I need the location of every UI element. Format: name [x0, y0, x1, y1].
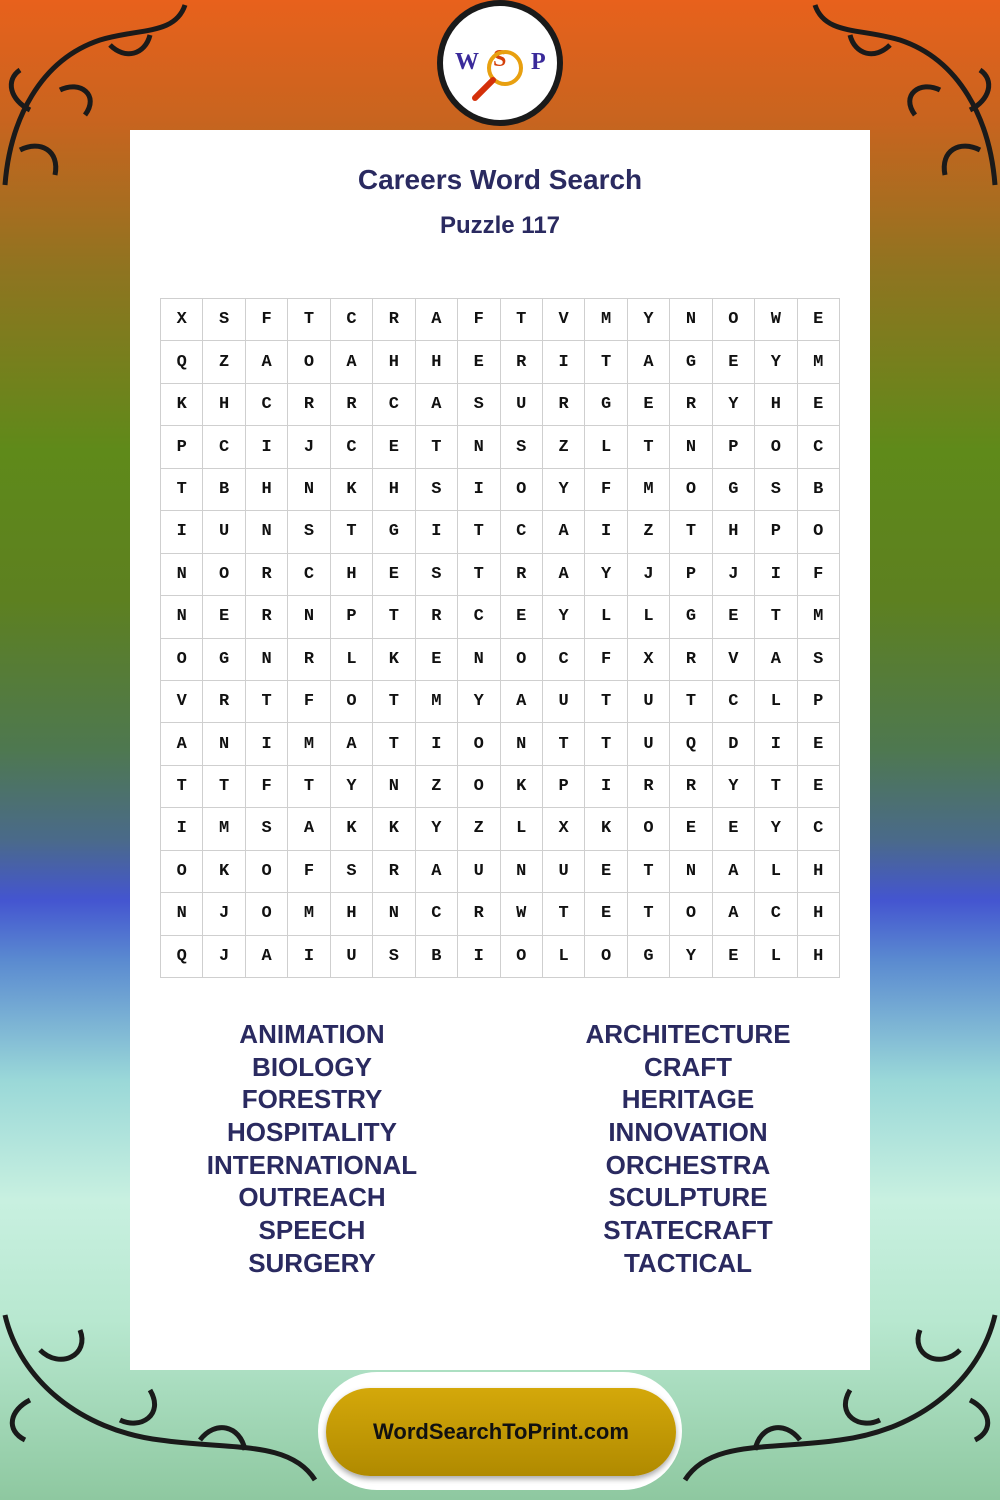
grid-cell[interactable]: O — [246, 851, 288, 893]
grid-cell[interactable]: Z — [628, 511, 670, 553]
grid-cell[interactable]: N — [246, 639, 288, 681]
grid-cell[interactable]: S — [755, 469, 797, 511]
grid-cell[interactable]: G — [628, 936, 670, 978]
grid-cell[interactable]: O — [628, 808, 670, 850]
grid-cell[interactable]: C — [331, 426, 373, 468]
grid-cell[interactable]: C — [416, 893, 458, 935]
grid-cell[interactable]: R — [416, 596, 458, 638]
grid-cell[interactable]: C — [331, 299, 373, 341]
grid-cell[interactable]: I — [246, 426, 288, 468]
grid-cell[interactable]: N — [458, 426, 500, 468]
grid-cell[interactable]: N — [501, 723, 543, 765]
grid-cell[interactable]: V — [713, 639, 755, 681]
grid-cell[interactable]: E — [798, 384, 840, 426]
grid-cell[interactable]: G — [670, 596, 712, 638]
grid-cell[interactable]: P — [713, 426, 755, 468]
grid-cell[interactable]: S — [246, 808, 288, 850]
grid-cell[interactable]: T — [331, 511, 373, 553]
grid-cell[interactable]: N — [373, 766, 415, 808]
grid-cell[interactable]: H — [331, 893, 373, 935]
grid-cell[interactable]: A — [501, 681, 543, 723]
grid-cell[interactable]: B — [203, 469, 245, 511]
grid-cell[interactable]: N — [373, 893, 415, 935]
grid-cell[interactable]: T — [246, 681, 288, 723]
logo-letter-s: S — [493, 46, 507, 72]
grid-cell[interactable]: I — [543, 341, 585, 383]
word-list-item: STATECRAFT — [603, 1215, 773, 1246]
grid-cell[interactable]: L — [501, 808, 543, 850]
grid-cell[interactable]: L — [628, 596, 670, 638]
grid-cell[interactable]: K — [501, 766, 543, 808]
word-list-item: SURGERY — [248, 1247, 376, 1278]
grid-cell[interactable]: S — [416, 554, 458, 596]
grid-cell[interactable]: S — [416, 469, 458, 511]
grid-cell[interactable]: A — [713, 893, 755, 935]
grid-cell[interactable]: H — [331, 554, 373, 596]
grid-cell[interactable]: Y — [628, 299, 670, 341]
grid-cell[interactable]: Q — [670, 723, 712, 765]
grid-cell[interactable]: R — [203, 681, 245, 723]
grid-cell[interactable]: O — [501, 936, 543, 978]
grid-cell[interactable]: T — [585, 681, 627, 723]
grid-cell[interactable]: S — [373, 936, 415, 978]
grid-cell[interactable]: H — [713, 511, 755, 553]
grid-cell[interactable]: M — [203, 808, 245, 850]
grid-cell[interactable]: S — [501, 426, 543, 468]
grid-cell[interactable]: C — [713, 681, 755, 723]
word-list-right — [538, 1018, 838, 1280]
grid-cell[interactable]: T — [670, 681, 712, 723]
grid-cell[interactable]: F — [288, 681, 330, 723]
grid-cell[interactable]: D — [713, 723, 755, 765]
grid-cell[interactable]: E — [501, 596, 543, 638]
logo-letter-p: P — [531, 49, 546, 75]
word-list-item: BIOLOGY — [252, 1051, 372, 1082]
grid-cell[interactable]: N — [501, 851, 543, 893]
grid-cell[interactable]: I — [288, 936, 330, 978]
grid-cell[interactable]: N — [458, 639, 500, 681]
grid-cell[interactable]: L — [755, 851, 797, 893]
grid-cell[interactable]: O — [798, 511, 840, 553]
grid-cell[interactable]: O — [246, 893, 288, 935]
word-list-item: SCULPTURE — [608, 1182, 768, 1213]
word-list-item: OUTREACH — [238, 1182, 386, 1213]
grid-cell[interactable]: E — [628, 384, 670, 426]
grid-cell[interactable]: I — [246, 723, 288, 765]
grid-cell[interactable]: A — [713, 851, 755, 893]
grid-cell[interactable]: C — [798, 808, 840, 850]
grid-cell[interactable]: T — [458, 511, 500, 553]
grid-cell[interactable]: T — [585, 341, 627, 383]
grid-cell[interactable]: F — [246, 299, 288, 341]
grid-cell[interactable]: A — [161, 723, 203, 765]
grid-cell[interactable]: L — [585, 596, 627, 638]
grid-cell[interactable]: C — [543, 639, 585, 681]
grid-cell[interactable]: V — [543, 299, 585, 341]
grid-cell[interactable]: T — [543, 893, 585, 935]
grid-cell[interactable]: I — [755, 723, 797, 765]
grid-cell[interactable]: R — [288, 639, 330, 681]
grid-cell[interactable]: M — [416, 681, 458, 723]
grid-cell[interactable]: R — [670, 766, 712, 808]
grid-cell[interactable]: H — [798, 851, 840, 893]
magnifier-icon — [469, 42, 529, 102]
grid-cell[interactable]: F — [585, 469, 627, 511]
grid-cell[interactable]: E — [203, 596, 245, 638]
grid-cell[interactable]: U — [458, 851, 500, 893]
grid-cell[interactable]: T — [203, 766, 245, 808]
grid-cell[interactable]: T — [373, 723, 415, 765]
grid-cell[interactable]: B — [416, 936, 458, 978]
grid-cell[interactable]: A — [543, 511, 585, 553]
grid-cell[interactable]: F — [246, 766, 288, 808]
grid-cell[interactable]: A — [416, 384, 458, 426]
grid-cell[interactable]: U — [203, 511, 245, 553]
grid-cell[interactable]: Y — [543, 469, 585, 511]
grid-cell[interactable]: U — [628, 723, 670, 765]
grid-cell[interactable]: N — [670, 426, 712, 468]
grid-cell[interactable]: C — [501, 511, 543, 553]
grid-cell[interactable]: R — [373, 851, 415, 893]
grid-cell[interactable]: H — [755, 384, 797, 426]
grid-cell[interactable]: G — [670, 341, 712, 383]
grid-cell[interactable]: G — [585, 384, 627, 426]
grid-cell[interactable]: M — [288, 723, 330, 765]
grid-cell[interactable]: C — [373, 384, 415, 426]
grid-cell[interactable]: L — [331, 639, 373, 681]
grid-cell[interactable]: O — [501, 639, 543, 681]
grid-cell[interactable]: A — [628, 341, 670, 383]
grid-cell[interactable]: E — [670, 808, 712, 850]
grid-cell[interactable]: R — [288, 384, 330, 426]
grid-cell[interactable]: L — [543, 936, 585, 978]
grid-cell[interactable]: N — [161, 554, 203, 596]
word-list-left — [162, 1018, 462, 1280]
grid-cell[interactable]: J — [203, 893, 245, 935]
grid-cell[interactable]: P — [670, 554, 712, 596]
grid-cell[interactable]: I — [755, 554, 797, 596]
grid-cell[interactable]: R — [628, 766, 670, 808]
grid-cell[interactable]: Y — [755, 341, 797, 383]
logo-letter-w: W — [455, 49, 479, 75]
grid-cell[interactable]: P — [331, 596, 373, 638]
grid-cell[interactable]: R — [373, 299, 415, 341]
grid-cell[interactable]: H — [203, 384, 245, 426]
grid-cell[interactable]: Q — [161, 341, 203, 383]
grid-cell[interactable]: A — [543, 554, 585, 596]
grid-cell[interactable]: R — [670, 384, 712, 426]
grid-cell[interactable]: A — [246, 341, 288, 383]
grid-cell[interactable]: M — [585, 299, 627, 341]
grid-cell[interactable]: B — [798, 469, 840, 511]
grid-cell[interactable]: V — [161, 681, 203, 723]
site-link-text: WordSearchToPrint.com — [373, 1419, 629, 1444]
grid-cell[interactable]: K — [331, 808, 373, 850]
grid-cell[interactable]: A — [755, 639, 797, 681]
grid-cell[interactable]: E — [585, 893, 627, 935]
grid-cell[interactable]: J — [203, 936, 245, 978]
word-list-item: ARCHITECTURE — [585, 1019, 791, 1049]
grid-cell[interactable]: E — [458, 341, 500, 383]
grid-cell[interactable]: A — [288, 808, 330, 850]
word-list-item: INTERNATIONAL — [206, 1149, 418, 1180]
grid-cell[interactable]: J — [713, 554, 755, 596]
grid-cell[interactable]: N — [203, 723, 245, 765]
grid-cell[interactable]: T — [458, 554, 500, 596]
grid-cell[interactable]: U — [543, 851, 585, 893]
grid-cell[interactable]: R — [331, 384, 373, 426]
grid-cell[interactable]: X — [628, 639, 670, 681]
grid-cell[interactable]: M — [798, 596, 840, 638]
grid-cell[interactable]: I — [416, 511, 458, 553]
grid-cell[interactable]: I — [585, 766, 627, 808]
word-list-item: FORESTRY — [241, 1084, 383, 1115]
grid-cell[interactable]: Y — [755, 808, 797, 850]
site-link-button[interactable] — [326, 1388, 676, 1476]
grid-cell[interactable]: I — [161, 511, 203, 553]
grid-cell[interactable]: E — [585, 851, 627, 893]
grid-cell[interactable]: O — [331, 681, 373, 723]
word-list-item: SPEECH — [258, 1215, 366, 1246]
grid-cell[interactable]: R — [458, 893, 500, 935]
grid-cell[interactable]: O — [670, 893, 712, 935]
grid-cell[interactable]: E — [798, 299, 840, 341]
grid-cell[interactable]: F — [458, 299, 500, 341]
grid-cell[interactable]: O — [501, 469, 543, 511]
grid-cell[interactable]: N — [288, 596, 330, 638]
grid-cell[interactable]: F — [288, 851, 330, 893]
grid-cell[interactable]: Z — [543, 426, 585, 468]
grid-cell[interactable]: U — [331, 936, 373, 978]
grid-cell[interactable]: U — [501, 384, 543, 426]
grid-cell[interactable]: Y — [670, 936, 712, 978]
grid-cell[interactable]: L — [755, 681, 797, 723]
puzzle-card — [130, 130, 870, 1370]
grid-cell[interactable]: R — [246, 554, 288, 596]
grid-cell[interactable]: E — [798, 723, 840, 765]
grid-cell[interactable]: T — [628, 851, 670, 893]
grid-cell[interactable]: A — [416, 299, 458, 341]
grid-cell[interactable]: W — [501, 893, 543, 935]
grid-cell[interactable]: T — [161, 469, 203, 511]
grid-cell[interactable]: N — [161, 893, 203, 935]
grid-cell[interactable]: O — [713, 299, 755, 341]
grid-cell[interactable]: E — [416, 639, 458, 681]
grid-cell[interactable]: Y — [585, 554, 627, 596]
grid-cell[interactable]: S — [798, 639, 840, 681]
grid-cell[interactable]: S — [288, 511, 330, 553]
grid-cell[interactable]: M — [798, 341, 840, 383]
grid-cell[interactable]: K — [373, 639, 415, 681]
grid-cell[interactable]: U — [628, 681, 670, 723]
grid-cell[interactable]: E — [798, 766, 840, 808]
grid-cell[interactable]: A — [246, 936, 288, 978]
grid-cell[interactable]: I — [416, 723, 458, 765]
grid-cell[interactable]: J — [628, 554, 670, 596]
grid-cell[interactable]: S — [331, 851, 373, 893]
grid-cell[interactable]: G — [203, 639, 245, 681]
grid-cell[interactable]: K — [373, 808, 415, 850]
grid-cell[interactable]: Y — [713, 766, 755, 808]
grid-cell[interactable]: K — [331, 469, 373, 511]
grid-cell[interactable]: Z — [203, 341, 245, 383]
grid-cell[interactable]: E — [713, 808, 755, 850]
grid-cell[interactable]: Y — [331, 766, 373, 808]
grid-cell[interactable]: R — [246, 596, 288, 638]
grid-cell[interactable]: H — [416, 341, 458, 383]
grid-cell[interactable]: R — [670, 639, 712, 681]
grid-cell[interactable]: C — [203, 426, 245, 468]
grid-cell[interactable]: A — [416, 851, 458, 893]
grid-cell[interactable]: T — [755, 766, 797, 808]
grid-cell[interactable]: O — [458, 723, 500, 765]
grid-cell[interactable]: H — [246, 469, 288, 511]
grid-cell[interactable]: C — [246, 384, 288, 426]
grid-cell[interactable]: I — [585, 511, 627, 553]
grid-cell[interactable]: A — [331, 341, 373, 383]
grid-cell[interactable]: U — [543, 681, 585, 723]
page-title: Careers Word Search — [357, 164, 643, 195]
grid-cell[interactable]: G — [373, 511, 415, 553]
grid-cell[interactable]: C — [798, 426, 840, 468]
grid-cell[interactable]: O — [161, 851, 203, 893]
grid-cell[interactable]: T — [373, 681, 415, 723]
grid-cell[interactable]: P — [543, 766, 585, 808]
grid-cell[interactable]: O — [288, 341, 330, 383]
puzzle-number: Puzzle 117 — [439, 212, 561, 239]
grid-cell[interactable]: N — [670, 851, 712, 893]
grid-cell[interactable]: Q — [161, 936, 203, 978]
word-list-item: HOSPITALITY — [227, 1117, 397, 1148]
grid-cell[interactable]: P — [161, 426, 203, 468]
grid-cell[interactable]: T — [628, 893, 670, 935]
word-list-item: TACTICAL — [623, 1247, 753, 1278]
grid-cell[interactable]: T — [373, 596, 415, 638]
grid-cell[interactable]: L — [585, 426, 627, 468]
grid-cell[interactable]: L — [755, 936, 797, 978]
grid-cell[interactable]: Y — [416, 808, 458, 850]
grid-cell[interactable]: T — [585, 723, 627, 765]
grid-cell[interactable]: K — [161, 384, 203, 426]
grid-cell[interactable]: E — [373, 554, 415, 596]
grid-cell[interactable]: A — [331, 723, 373, 765]
grid-cell[interactable]: X — [543, 808, 585, 850]
grid-cell[interactable]: E — [713, 596, 755, 638]
word-list-item: ANIMATION — [239, 1019, 385, 1049]
grid-cell[interactable]: Y — [713, 384, 755, 426]
grid-cell[interactable]: O — [585, 936, 627, 978]
grid-cell[interactable]: T — [416, 426, 458, 468]
grid-cell[interactable]: O — [458, 766, 500, 808]
grid-cell[interactable]: O — [203, 554, 245, 596]
grid-cell[interactable]: T — [670, 511, 712, 553]
grid-cell[interactable]: R — [501, 554, 543, 596]
grid-cell[interactable]: H — [798, 936, 840, 978]
grid-cell[interactable]: G — [713, 469, 755, 511]
grid-cell[interactable]: Z — [416, 766, 458, 808]
grid-cell[interactable]: N — [670, 299, 712, 341]
grid-cell[interactable]: O — [755, 426, 797, 468]
grid-cell[interactable]: E — [373, 426, 415, 468]
grid-cell[interactable]: F — [585, 639, 627, 681]
grid-cell[interactable]: J — [288, 426, 330, 468]
grid-cell[interactable]: X — [161, 299, 203, 341]
grid-cell[interactable]: E — [713, 341, 755, 383]
word-list-item: INNOVATION — [608, 1117, 768, 1148]
letter-grid — [160, 298, 840, 978]
site-logo — [437, 0, 563, 126]
grid-cell[interactable]: C — [755, 893, 797, 935]
grid-cell[interactable]: M — [288, 893, 330, 935]
word-list-item: ORCHESTRA — [605, 1149, 771, 1180]
grid-cell[interactable]: N — [161, 596, 203, 638]
grid-cell[interactable]: R — [501, 341, 543, 383]
grid-cell[interactable]: Z — [458, 808, 500, 850]
grid-cell[interactable]: T — [628, 426, 670, 468]
grid-cell[interactable]: E — [713, 936, 755, 978]
grid-cell[interactable]: P — [755, 511, 797, 553]
grid-cell[interactable]: S — [458, 384, 500, 426]
grid-cell[interactable]: R — [543, 384, 585, 426]
grid-cell[interactable]: H — [373, 469, 415, 511]
word-list-item: HERITAGE — [621, 1084, 755, 1115]
grid-cell[interactable]: C — [288, 554, 330, 596]
grid-cell[interactable]: T — [288, 299, 330, 341]
grid-cell[interactable]: N — [288, 469, 330, 511]
grid-cell[interactable]: T — [543, 723, 585, 765]
grid-cell[interactable]: T — [161, 766, 203, 808]
grid-cell[interactable]: O — [161, 639, 203, 681]
grid-cell[interactable]: H — [798, 893, 840, 935]
grid-cell[interactable]: T — [501, 299, 543, 341]
grid-cell[interactable]: C — [458, 596, 500, 638]
grid-cell[interactable]: T — [755, 596, 797, 638]
logo-badge — [443, 6, 557, 120]
grid-cell[interactable]: M — [628, 469, 670, 511]
grid-cell[interactable]: S — [203, 299, 245, 341]
grid-cell[interactable]: H — [373, 341, 415, 383]
grid-cell[interactable]: I — [458, 936, 500, 978]
grid-cell[interactable]: Y — [458, 681, 500, 723]
grid-cell[interactable]: N — [246, 511, 288, 553]
grid-cell[interactable]: Y — [543, 596, 585, 638]
grid-cell[interactable]: P — [798, 681, 840, 723]
word-list-item: CRAFT — [643, 1051, 733, 1082]
grid-cell[interactable]: I — [161, 808, 203, 850]
grid-cell[interactable]: W — [755, 299, 797, 341]
grid-cell[interactable]: K — [203, 851, 245, 893]
grid-cell[interactable]: F — [798, 554, 840, 596]
grid-cell[interactable]: K — [585, 808, 627, 850]
grid-cell[interactable]: O — [670, 469, 712, 511]
grid-cell[interactable]: I — [458, 469, 500, 511]
grid-cell[interactable]: T — [288, 766, 330, 808]
